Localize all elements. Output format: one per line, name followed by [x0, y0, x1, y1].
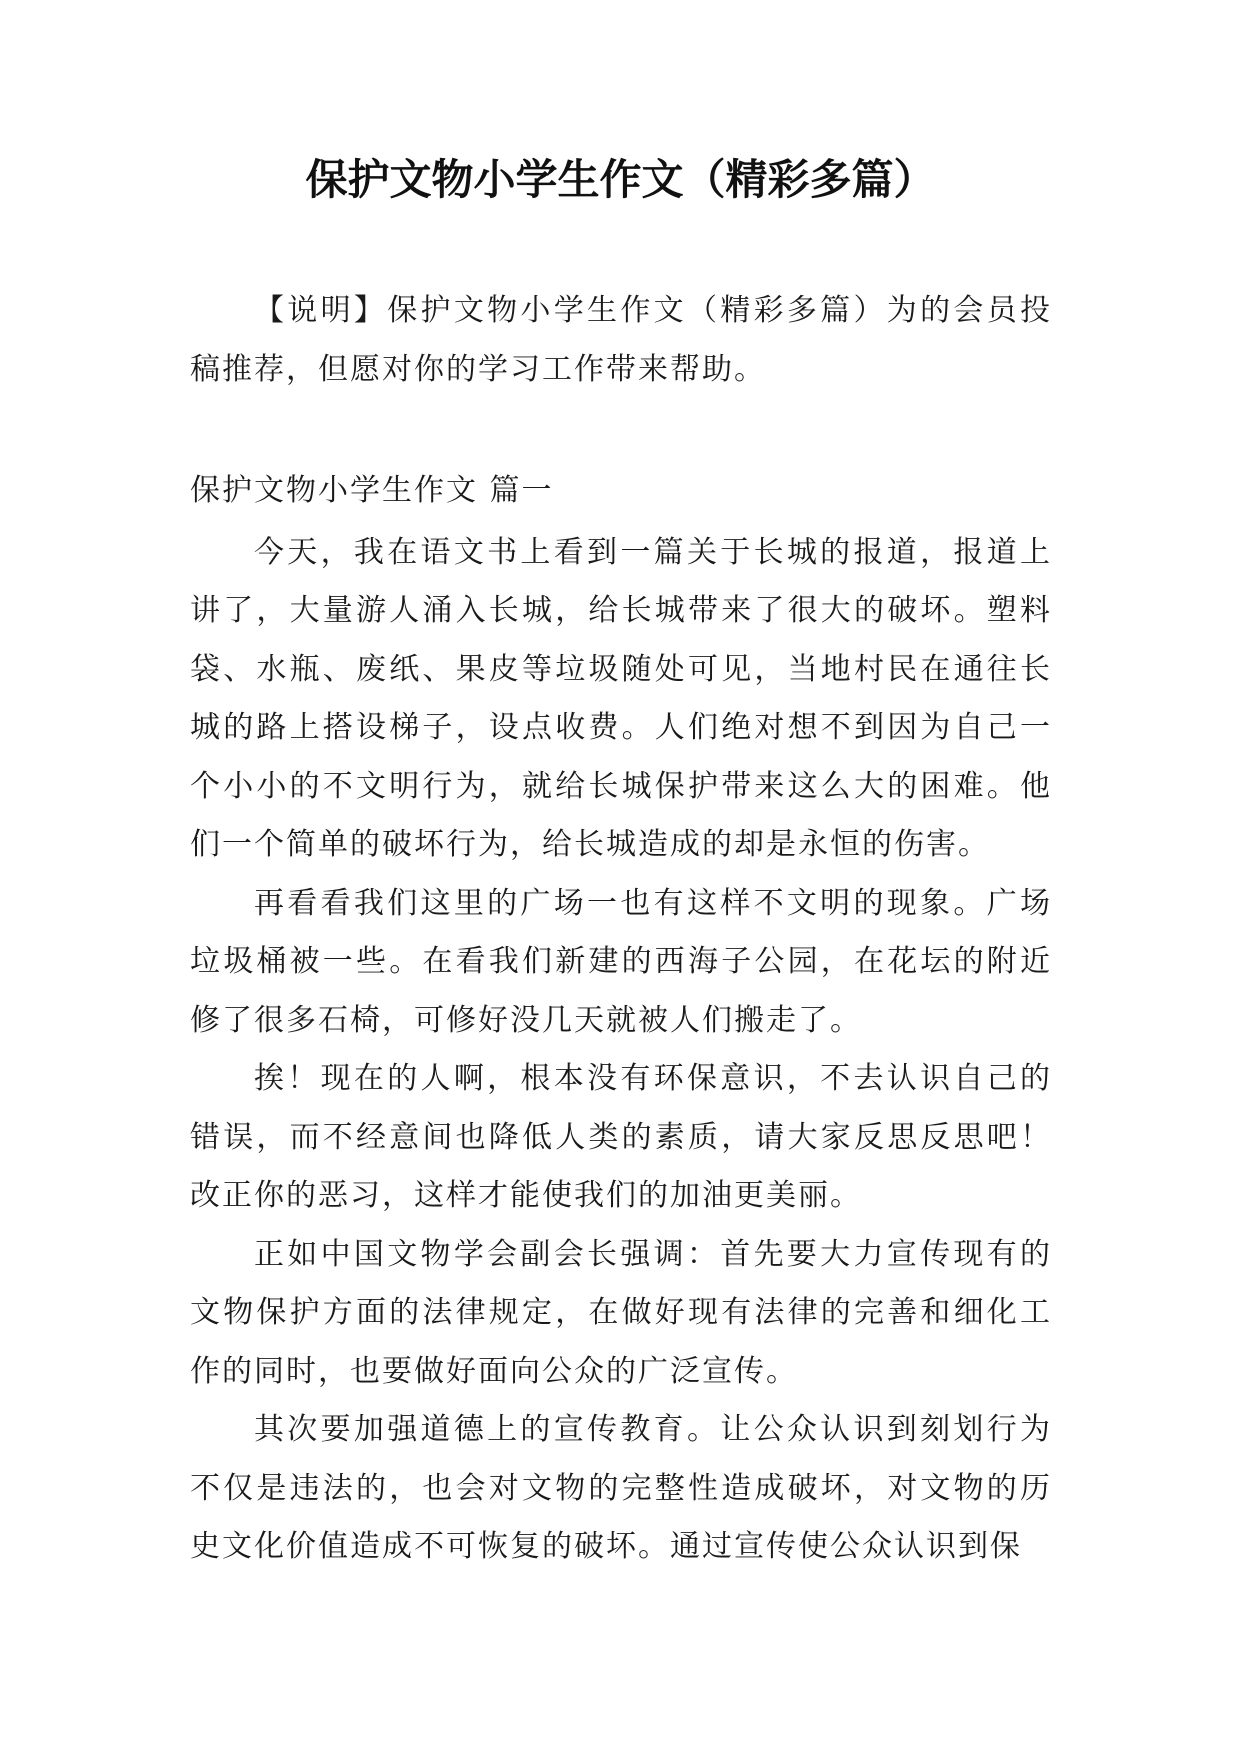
intro-note: 【说明】保护文物小学生作文（精彩多篇）为的会员投稿推荐，但愿对你的学习工作带来帮助。	[190, 293, 1052, 387]
paragraph-1: 今天，我在语文书上看到一篇关于长城的报道，报道上讲了，大量游人涌入长城，给长城带来了很大的破坏。塑料袋、水瓶、废纸、果皮等垃圾随处可见，当地村民在通往长城的路上搭设梯子，设点收费。人们绝对想不到因为自己一个小小的不文明行为，就给长城保护带来这么大的困难。他们一个简单的破坏行为，给长城造成的却是永恒的伤害。	[190, 534, 1052, 862]
essay-body	[190, 462, 1052, 1577]
document-title: 保护文物小学生作文（精彩多篇）	[305, 155, 936, 204]
section-heading: 保护文物小学生作文 篇一	[190, 473, 554, 508]
paragraph-5: 其次要加强道德上的宣传教育。让公众认识到刻划行为不仅是违法的，也会对文物的完整性造成破坏，对文物的历史文化价值造成不可恢复的破坏。通过宣传使公众认识到保	[190, 1412, 1052, 1564]
paragraph-4: 正如中国文物学会副会长强调：首先要大力宣传现有的文物保护方面的法律规定，在做好现有法律的完善和细化工作的同时，也要做好面向公众的广泛宣传。	[190, 1236, 1052, 1389]
paragraph-2: 再看看我们这里的广场一也有这样不文明的现象。广场垃圾桶被一些。在看我们新建的西海子公园，在花坛的附近修了很多石椅，可修好没几天就被人们搬走了。	[190, 885, 1052, 1038]
paragraph-3: 挨！现在的人啊，根本没有环保意识，不去认识自己的错误，而不经意间也降低人类的素质，请大家反思反思吧！改正你的恶习，这样才能使我们的加油更美丽。	[190, 1061, 1052, 1213]
